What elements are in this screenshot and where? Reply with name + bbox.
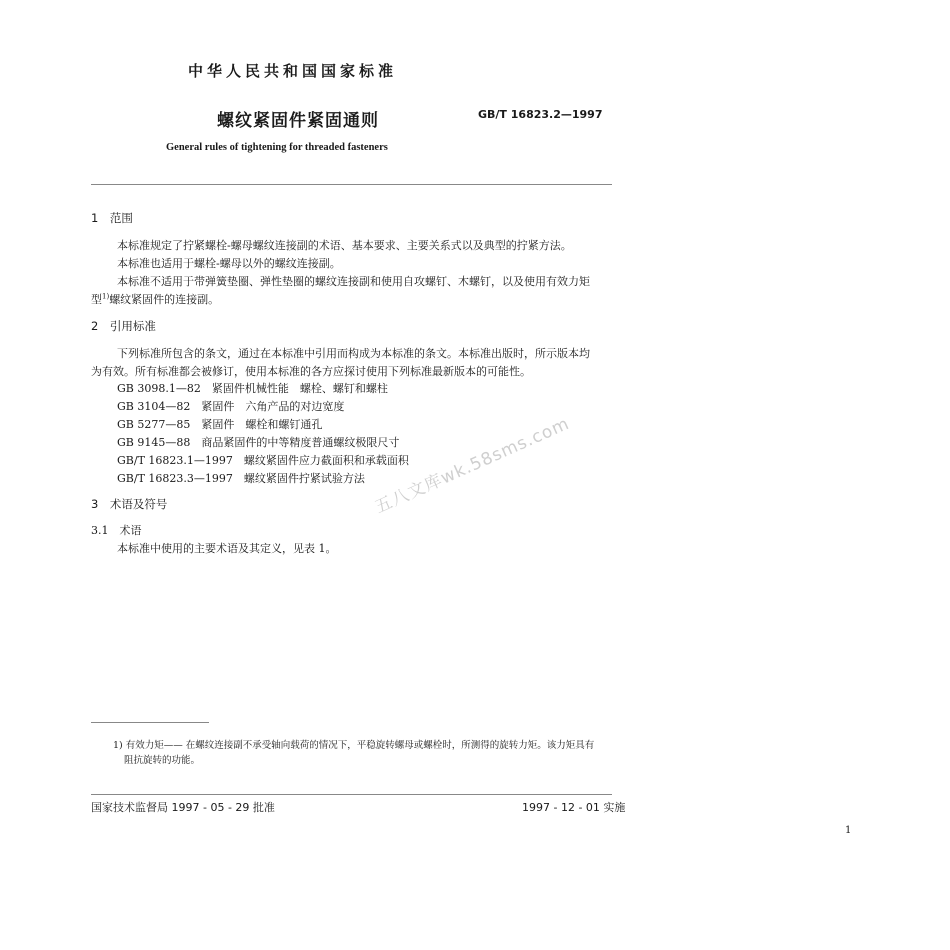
document-title: 螺纹紧固件紧固通则 (217, 111, 379, 131)
reference-item (117, 398, 344, 414)
footnote-line-1: 1) 有效力矩—— 在螺纹连接副不承受轴向载荷的情况下，平稳旋转螺母或螺栓时，所测得的旋转力矩。该力矩具有 (113, 740, 595, 751)
approval-date: 国家技术监督局 1997 - 05 - 29 批准 (91, 801, 275, 814)
reference-code: GB 5277—85 (117, 418, 191, 431)
section-2-paragraph-line-2: 为有效。所有标准都会被修订，使用本标准的各方应探讨使用下列标准最新版本的可能性。 (91, 365, 531, 378)
reference-code: GB/T 16823.3—1997 (117, 472, 233, 485)
section-1-paragraph-3-line-1: 本标准不适用于带弹簧垫圈、弹性垫圈的螺纹连接副和使用自攻螺钉、木螺钉，以及使用有效力矩 (117, 275, 590, 288)
reference-code: GB 3098.1—82 (117, 382, 201, 395)
section-3-1-paragraph: 本标准中使用的主要术语及其定义，见表 1。 (117, 542, 337, 555)
footnote-ref: 1) (102, 292, 110, 301)
reference-code: GB/T 16823.1—1997 (117, 454, 233, 467)
section-1-heading: 1 范围 (91, 211, 133, 225)
reference-title: 紧固件 螺栓和螺钉通孔 (201, 418, 323, 431)
reference-title: 螺纹紧固件应力截面积和承载面积 (243, 454, 409, 467)
page-number: 1 (845, 825, 852, 836)
header-divider (91, 184, 612, 185)
section-1-paragraph-1: 本标准规定了拧紧螺栓-螺母螺纹连接副的术语、基本要求、主要关系式以及典型的拧紧方法。 (117, 239, 572, 252)
reference-item (117, 452, 409, 468)
section-3-1-heading: 3.1 术语 (91, 524, 142, 537)
standard-code: GB/T 16823.2—1997 (478, 108, 603, 121)
paragraph-3-prefix: 型 (91, 293, 102, 306)
section-2-paragraph-line-1: 下列标准所包含的条文，通过在本标准中引用而构成为本标准的条文。本标准出版时，所示版本均 (117, 347, 590, 360)
reference-title: 螺纹紧固件拧紧试验方法 (243, 472, 365, 485)
footnote-divider (91, 722, 209, 723)
footer-divider (91, 794, 612, 795)
reference-item (117, 380, 388, 396)
section-1-paragraph-2: 本标准也适用于螺栓-螺母以外的螺纹连接副。 (117, 257, 341, 270)
reference-title: 紧固件 六角产品的对边宽度 (201, 400, 345, 413)
footnote-line-2: 阻抗旋转的功能。 (124, 755, 201, 766)
effective-date: 1997 - 12 - 01 实施 (522, 801, 626, 814)
reference-item (117, 434, 399, 450)
reference-code: GB 3104—82 (117, 400, 191, 413)
english-title: General rules of tightening for threaded fasteners (166, 142, 388, 153)
reference-title: 紧固件机械性能 螺栓、螺钉和螺柱 (211, 382, 388, 395)
section-1-paragraph-3-line-2 (91, 291, 219, 307)
reference-item (117, 470, 365, 486)
national-standard-header: 中华人民共和国国家标准 (188, 62, 398, 80)
paragraph-3-rest: 螺纹紧固件的连接副。 (109, 293, 220, 306)
section-3-heading: 3 术语及符号 (91, 497, 168, 511)
reference-title: 商品紧固件的中等精度普通螺纹极限尺寸 (201, 436, 400, 449)
reference-code: GB 9145—88 (117, 436, 191, 449)
watermark: 五八文库wk.58sms.com (372, 413, 573, 518)
reference-item (117, 416, 322, 432)
section-2-heading: 2 引用标准 (91, 319, 156, 333)
